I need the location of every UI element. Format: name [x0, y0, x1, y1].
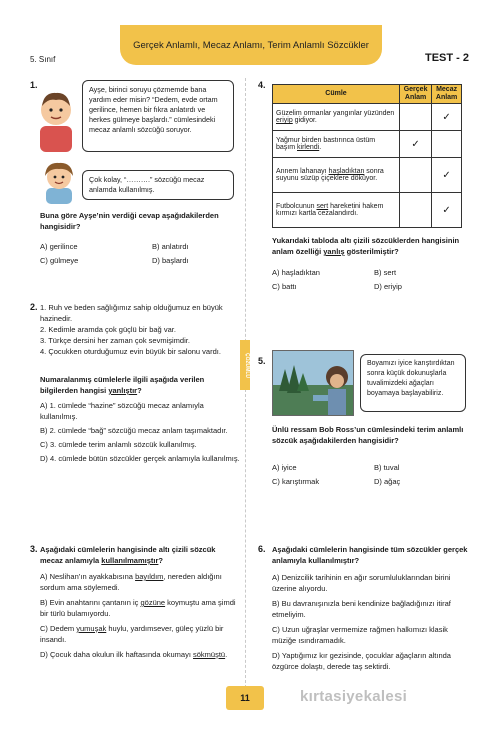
sentence-text: Güzelim ormanlar yangınlar yüzünden — [276, 110, 395, 117]
option-a-text-end: , nereden aldığını sordum ama söylemedi. — [40, 572, 222, 592]
option-d-text-end: . — [225, 650, 228, 659]
table-cell-sentence — [273, 104, 400, 131]
sentence-text: Yağmur birden bastırınca üstüm başım — [276, 137, 376, 151]
question-2-text — [40, 374, 240, 396]
table-cell-mecaz: ✓ — [432, 104, 462, 131]
table-row — [273, 104, 462, 131]
statement-2: 2. Kedimle aramda çok güçlü bir bağ var. — [40, 325, 176, 334]
question-5-text: Ünlü ressam Bob Ross’un cümlesindeki terim anlamlı sözcük aşağıdakilerden hangisidir? — [272, 425, 464, 445]
option-a[interactable] — [40, 571, 240, 593]
question-2-text-end: ? — [137, 386, 142, 395]
option-c-text: C) Dedem — [40, 624, 77, 633]
underlined-word: sert — [316, 203, 329, 210]
question-2-text-start: Numaralanmış cümlelerle ilgili aşağıda verilen bilgilerden hangisi — [40, 375, 205, 395]
sentence-text: Futbolcunun — [276, 203, 317, 210]
question-2-number: 2. — [30, 302, 38, 312]
question-3-text-end: ? — [158, 556, 163, 565]
page-title: Gerçek Anlamlı, Mecaz Anlamı, Terim Anlamlı Sözcükler — [120, 25, 382, 65]
option-d[interactable] — [40, 649, 240, 660]
statement-3: 3. Türkçe dersini her zaman çok sevmişimdir. — [40, 336, 190, 345]
table-cell-sentence — [273, 131, 400, 158]
option-b[interactable]: B) 2. cümlede “bağ” sözcüğü mecaz anlam taşımaktadır. — [40, 426, 228, 435]
option-b-text: B) Evin anahtarını çantanın iç — [40, 598, 141, 607]
option-a[interactable]: A) haşladıktan — [272, 268, 320, 277]
statement-4: 4. Çocukken oturduğumuz evin büyük bir salonu vardı. — [40, 347, 221, 356]
option-d[interactable]: D) ağaç — [374, 477, 401, 486]
question-1-text: Buna göre Ayşe’nin verdiği cevap aşağıdakilerden hangisidir? — [40, 211, 219, 231]
sentence-text-end: sonra suyunu süzüp çiçeklere döküyor. — [276, 168, 384, 182]
option-b[interactable]: B) tuval — [374, 463, 400, 472]
sentence-text-end: . — [319, 144, 322, 151]
option-d-underlined: sökmüştü — [193, 650, 226, 659]
question-4-text-end: gösterilmiştir? — [344, 247, 399, 256]
question-3-number: 3. — [30, 544, 38, 554]
option-c[interactable]: C) karıştırmak — [272, 477, 320, 486]
option-c[interactable]: C) Uzun uğraşlar vermemize rağmen halkımızı klasik müziğe ısındıramadık. — [272, 625, 448, 645]
grade-label: 5. Sınıf — [30, 55, 56, 64]
table-row — [273, 131, 462, 158]
sentence-text: Annem lahanayı — [276, 168, 329, 175]
boy-speech-bubble: Ayşe, birinci soruyu çözmemde bana yardım eder misin? “Dedem, evde ortam gerilince, hemen bir fıkra anlatırdı ve herkes gülmeye başlardı.” cümlesindeki mecaz anlamlı sözcüğü soruyor. — [82, 80, 234, 152]
question-3-options — [40, 571, 240, 660]
question-3-keyword: kullanılmamıştır — [101, 556, 159, 565]
underlined-word: haşladıktan — [328, 168, 365, 175]
question-6-text: Aşağıdaki cümlelerin hangisinde tüm sözcükler gerçek anlamıyla kullanılmıştır? — [272, 545, 468, 565]
table-cell-mecaz — [432, 131, 462, 158]
table-cell-sentence — [273, 158, 400, 193]
sentence-text-end: gidiyor. — [292, 117, 317, 124]
table-row — [273, 193, 462, 228]
option-d[interactable]: D) Yaptığımız kır gezisinde, çocuklar ağaçların altında özgürce dolaştı, derede taş sektirdi. — [272, 651, 451, 671]
option-b-underlined: gözüne — [140, 598, 166, 607]
option-b[interactable] — [40, 597, 240, 619]
table-cell-sentence — [273, 193, 400, 228]
question-4-options — [272, 266, 468, 294]
test-label: TEST - 2 — [425, 52, 470, 64]
brand-tag: ÇÖZÜMLÜ — [240, 340, 250, 390]
option-a[interactable]: A) Denizcilik tarihinin en ağır sorumluluklarından birini üzerine alıyordu. — [272, 573, 451, 593]
option-b[interactable]: B) anlatırdı — [152, 242, 189, 251]
option-a-text: A) Neslihan’ın ayakkabısına — [40, 572, 136, 581]
option-d[interactable]: D) eriyip — [374, 282, 402, 291]
meaning-table — [272, 84, 462, 228]
page-number: 11 — [226, 686, 264, 710]
bob-ross-painting-image — [272, 350, 354, 416]
question-6-options — [272, 572, 468, 672]
boy-avatar — [34, 88, 78, 152]
question-5-options — [272, 461, 468, 489]
question-5-number: 5. — [258, 356, 266, 366]
option-a[interactable]: A) iyice — [272, 463, 297, 472]
bob-ross-speech-bubble: Boyamızı iyice karıştırdıktan sonra küçük dokunuşlarla tuvalimizdeki ağaçları boyamaya başlayabiliriz. — [360, 354, 466, 412]
table-header-mecaz: Mecaz Anlam — [432, 85, 462, 104]
question-6-number: 6. — [258, 544, 266, 554]
question-4-text-start: Yukarıdaki tabloda altı çizili sözcüklerden hangisinin anlam özelliği — [272, 236, 460, 256]
question-1-number: 1. — [30, 80, 38, 90]
table-row — [273, 158, 462, 193]
table-cell-mecaz: ✓ — [432, 158, 462, 193]
option-c-underlined: yumuşak — [76, 624, 107, 633]
question-2-items — [40, 302, 240, 357]
option-c[interactable]: C) battı — [272, 282, 297, 291]
question-1-options — [40, 240, 238, 268]
question-4-text — [272, 235, 468, 257]
option-b[interactable]: B) Bu davranışınızla beni kendinize bağladığınızı itiraf etmeliyim. — [272, 599, 451, 619]
underlined-word: eriyip — [276, 117, 293, 124]
option-d-text: D) Çocuk daha okulun ilk haftasında okumayı — [40, 650, 193, 659]
table-cell-real: ✓ — [400, 131, 432, 158]
option-b[interactable]: B) sert — [374, 268, 397, 277]
underlined-word: kirlendi — [297, 144, 320, 151]
option-c[interactable] — [40, 623, 240, 645]
question-4-number: 4. — [258, 80, 266, 90]
table-cell-real — [400, 104, 432, 131]
option-c-text-end: huylu, yardımsever, güleç yüzlü bir insandı. — [40, 624, 224, 644]
sentence-text-end: hareketini hakem kırmızı kartla cezalandırdı. — [276, 203, 384, 217]
option-a[interactable]: A) gerilince — [40, 242, 78, 251]
option-a-underlined: bayıldım — [135, 572, 164, 581]
table-header-real: Gerçek Anlam — [400, 85, 432, 104]
option-d[interactable]: D) 4. cümlede bütün sözcükler gerçek anlamıyla kullanılmış. — [40, 454, 240, 463]
question-2-options — [40, 400, 240, 464]
option-c[interactable]: C) 3. cümlede terim anlamlı sözcük kullanılmış. — [40, 440, 197, 449]
option-a[interactable]: A) 1. cümlede “hazine” sözcüğü mecaz anlamıyla kullanılmış. — [40, 401, 204, 421]
watermark: kırtasiyekalesi — [300, 688, 408, 705]
table-header-sentence: Cümle — [273, 85, 400, 104]
question-2-keyword: yanlıştır — [108, 386, 138, 395]
option-d[interactable]: D) başlardı — [152, 256, 189, 265]
option-c[interactable]: C) gülmeye — [40, 256, 79, 265]
table-cell-real — [400, 193, 432, 228]
girl-speech-bubble: Çok kolay, “……….” sözcüğü mecaz anlamda kullanılmış. — [82, 170, 234, 200]
question-3-text-start: Aşağıdaki cümlelerin hangisinde altı çizili sözcük mecaz anlamıyla — [40, 545, 216, 565]
girl-avatar — [40, 160, 78, 204]
statement-1: 1. Ruh ve beden sağlığımız sahip olduğumuz en büyük hazinedir. — [40, 303, 223, 323]
question-4-keyword: yanlış — [323, 247, 345, 256]
question-3-text — [40, 544, 240, 566]
option-b-text-end: koymuştu ama şimdi bir türlü bulamıyordu. — [40, 598, 236, 618]
table-cell-mecaz: ✓ — [432, 193, 462, 228]
table-cell-real — [400, 158, 432, 193]
